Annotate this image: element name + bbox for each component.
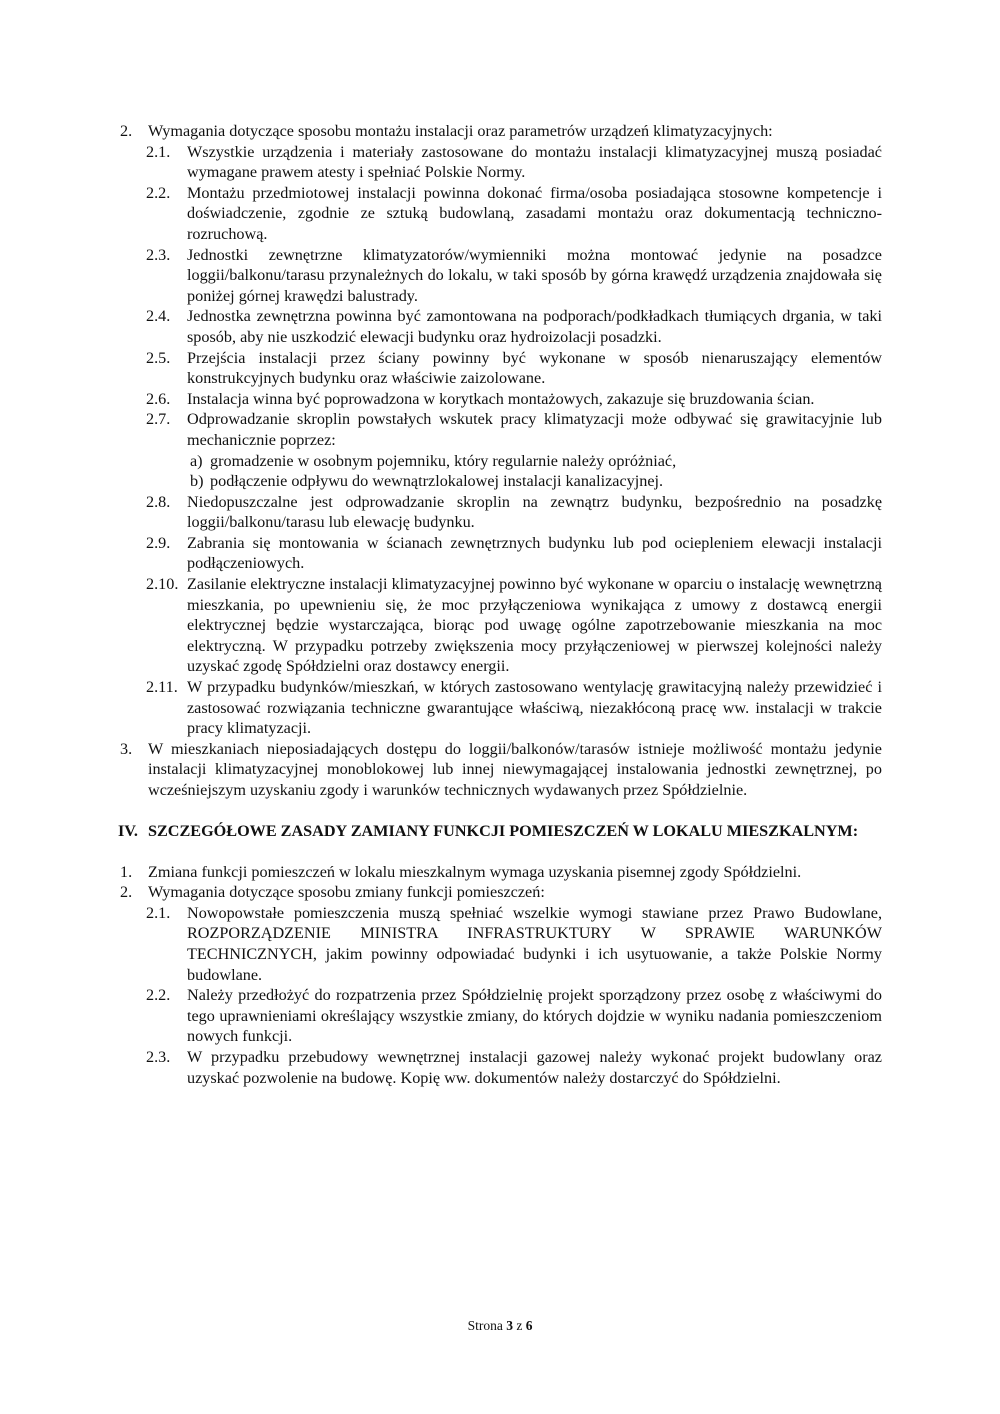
item-number: 2.10.	[146, 575, 179, 594]
list-item-iv-2-1	[118, 903, 882, 985]
page-content	[118, 121, 882, 1088]
section-heading-iv	[118, 821, 882, 842]
list-item-iv-1	[118, 862, 882, 883]
item-number: 2.11.	[146, 678, 178, 697]
item-text: Jednostka zewnętrzna powinna być zamontowana na podporach/podkładkach tłumiących drgania, w taki sposób, aby nie uszkodzić elewacji budynku oraz hydroizolacji posadzki.	[187, 307, 882, 346]
item-text: Zabrania się montowania w ścianach zewnętrznych budynku lub pod ociepleniem elewacji instalacji podłączeniowych.	[187, 533, 882, 573]
item-number: 2.2.	[146, 183, 171, 202]
item-text: W mieszkaniach nieposiadających dostępu do loggii/balkonów/tarasów istnieje możliwość montażu jedynie instalacji klimatyzacyjnej monoblokowej lub innej niewymagającej instalowania jednostki zewnętrznej, po wcześniejszym uzyskaniu zgody i warunków technicznych wydawanych przez Spółdzielnie.	[148, 739, 882, 799]
list-item-2-5	[118, 348, 882, 389]
item-text: Niedopuszczalne jest odprowadzanie skroplin na zewnątrz budynku, bezpośrednio na posadzkę loggii/balkonu/tarasu lub elewację budynku.	[187, 492, 882, 532]
item-number: 2.9.	[146, 533, 171, 552]
list-item-2-7-b	[118, 471, 882, 492]
page-footer	[0, 1316, 1000, 1337]
list-item-2-8	[118, 492, 882, 533]
item-text: Zasilanie elektryczne instalacji klimatyzacyjnej powinno być wykonane w oparciu o instalację wewnętrzną mieszkania, po upewnieniu się, że moc przyłączeniowa wynikająca z umowy z dostawcą energii elektrycznej będzie wystarczająca, biorąc pod uwagę ogólne zapotrzebowanie mieszkania na moc elektryczną. W przypadku potrzeby zwiększenia mocy przyłączeniowej w pierwszej kolejności należy uzyskać zgodę Spółdzielni oraz dostawcy energii.	[187, 575, 882, 676]
list-item-iv-2-2	[118, 985, 882, 1047]
item-number: 2.5.	[146, 348, 171, 367]
item-number: 2.8.	[146, 492, 171, 511]
item-text: Należy przedłożyć do rozpatrzenia przez Spółdzielnię projekt sporządzony przez osobę z właściwymi do tego uprawnieniami określający wszystkie zmiany, do których dojdzie w wyniku nadania pomieszczeniom nowych funkcji.	[187, 986, 882, 1046]
item-text: Wymagania dotyczące sposobu montażu instalacji oraz parametrów urządzeń klimatyzacyjnych:	[148, 122, 773, 140]
list-item-iv-2-3	[118, 1047, 882, 1088]
list-item-2-6	[118, 389, 882, 410]
item-number: 2.	[120, 122, 133, 140]
item-text: Odprowadzanie skroplin powstałych wskutek pracy klimatyzacji może odbywać się grawitacyjnie lub mechanicznie poprzez:	[187, 410, 882, 449]
list-item-2-1	[118, 142, 882, 183]
item-number: 2.3.	[146, 1047, 171, 1066]
item-text: Wszystkie urządzenia i materiały zastosowane do montażu instalacji klimatyzacyjnej muszą posiadać wymagane prawem atesty i spełniać Polskie Normy.	[187, 142, 882, 182]
item-number: 2.3.	[146, 245, 171, 264]
item-text: Zmiana funkcji pomieszczeń w lokalu mieszkalnym wymaga uzyskania pisemnej zgody Spółdzielni.	[148, 862, 802, 881]
item-number: 2.1.	[146, 142, 171, 161]
item-number: 2.2.	[146, 986, 171, 1005]
item-text: Przejścia instalacji przez ściany powinny być wykonane w sposób nienaruszający elementów konstrukcyjnych budynku oraz właściwie zaizolowane.	[187, 348, 882, 388]
item-number: 2.4.	[146, 307, 171, 326]
item-text: podłączenie odpływu do wewnątrzlokalowej instalacji kanalizacyjnej.	[210, 472, 664, 491]
item-text: W przypadku budynków/mieszkań, w których zastosowano wentylację grawitacyjną należy przewidzieć i zastosować rozwiązania techniczne gwarantujące właściwą, niezakłóconą pracę ww. instalacji w trakcie pracy klimatyzacji.	[187, 678, 882, 738]
item-text: Montażu przedmiotowej instalacji powinna dokonać firma/osoba posiadająca stosowne kompetencje i doświadczenie, zgodnie ze sztuką budowlaną, zasadami montażu oraz dokumentacją techniczno-rozruchową.	[187, 183, 882, 243]
page-total: 6	[525, 1318, 533, 1333]
item-text: Wymagania dotyczące sposobu zmiany funkcji pomieszczeń:	[148, 883, 545, 902]
page-current: 3	[506, 1318, 513, 1333]
list-item-2	[118, 121, 882, 142]
page-label: Strona	[467, 1318, 503, 1333]
item-number: 3.	[120, 739, 133, 758]
item-text: W przypadku przebudowy wewnętrznej instalacji gazowej należy wykonać projekt budowlany oraz uzyskać pozwolenie na budowę. Kopię ww. dokumentów należy dostarczyć do Spółdzielni.	[187, 1047, 882, 1087]
list-item-2-3	[118, 245, 882, 307]
item-text: Nowopowstałe pomieszczenia muszą spełniać wszelkie wymogi stawiane przez Prawo Budowlane, ROZPORZĄDZENIE MINISTRA INFRASTRUKTURY W SPRAWIE WARUNKÓW TECHNICZNYCH, jakim powinny odpowiadać budynki i ich usytuowanie, a także Polskie Normy budowlane.	[187, 903, 882, 984]
item-text: gromadzenie w osobnym pojemniku, który regularnie należy opróżniać,	[210, 451, 677, 470]
item-number: 2.1.	[146, 903, 171, 922]
list-item-iv-2	[118, 882, 882, 903]
item-letter: b)	[190, 472, 204, 491]
item-number: 2.6.	[146, 389, 171, 408]
item-text: Jednostki zewnętrzne klimatyzatorów/wymienniki można montować jedynie na posadzce loggii/balkonu/tarasu przynależnych do lokalu, w taki sposób by górna krawędź urządzenia znajdowała się poniżej górnej krawędzi balustrady.	[187, 245, 882, 305]
item-number: 2.7.	[146, 410, 171, 429]
item-text: Instalacja winna być poprowadzona w korytkach montażowych, zakazuje się bruzdowania ścian.	[187, 389, 815, 408]
list-item-2-2	[118, 183, 882, 245]
list-item-3	[118, 739, 882, 801]
section-title: SZCZEGÓŁOWE ZASADY ZAMIANY FUNKCJI POMIESZCZEŃ W LOKALU MIESZKALNYM:	[148, 821, 859, 840]
item-number: 1.	[120, 862, 133, 881]
list-item-2-7-a	[118, 451, 882, 472]
section-number: IV.	[118, 821, 138, 840]
list-item-2-11	[118, 677, 882, 739]
item-number: 2.	[120, 883, 133, 902]
list-item-2-7	[118, 409, 882, 450]
page-of: z	[516, 1318, 523, 1333]
list-item-2-10	[118, 574, 882, 677]
item-letter: a)	[190, 451, 203, 470]
list-item-2-4	[118, 306, 882, 347]
list-item-2-9	[118, 533, 882, 574]
